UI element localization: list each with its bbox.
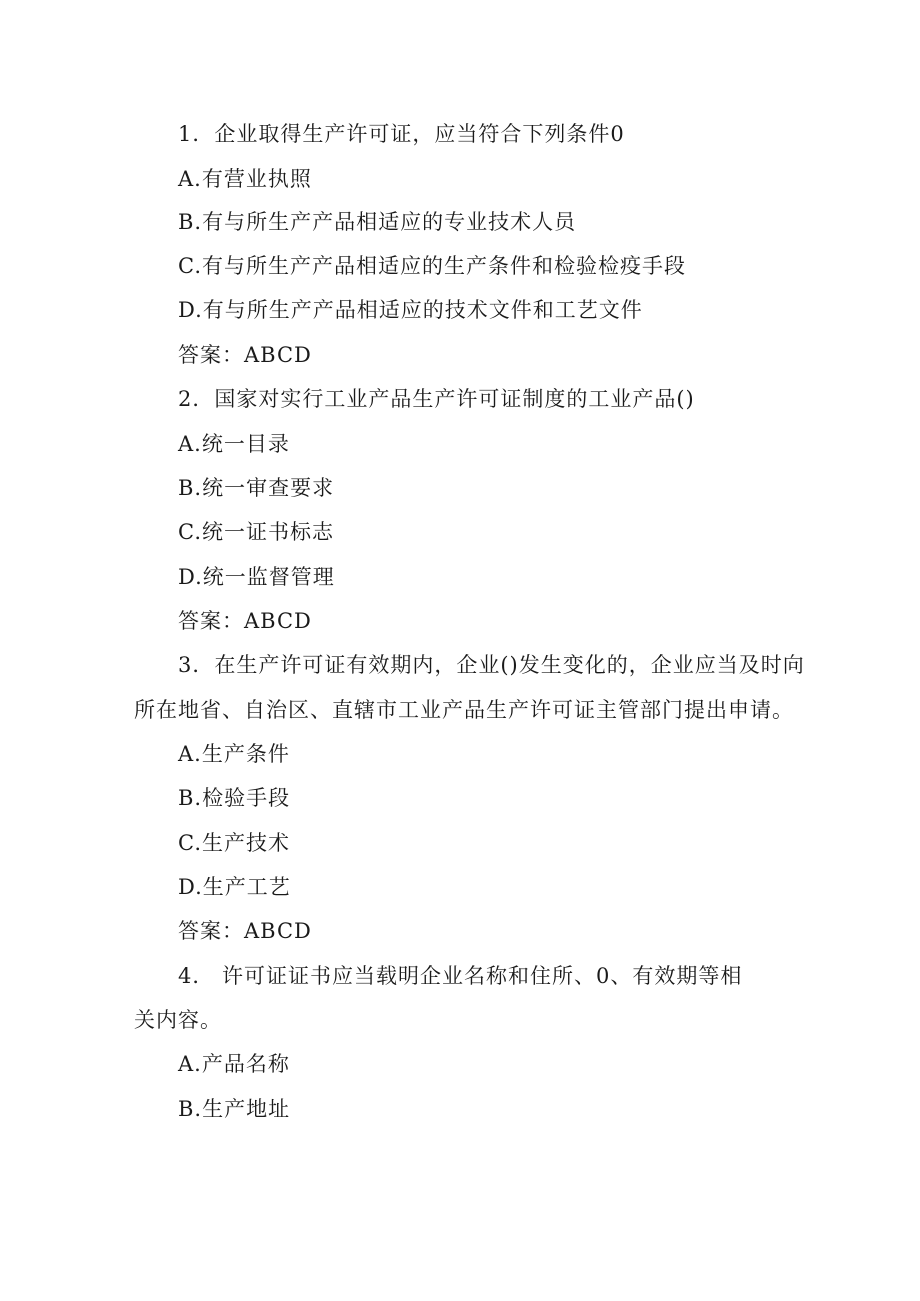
question-1-option-d: D.有与所生产产品相适应的技术文件和工艺文件 bbox=[178, 298, 643, 322]
question-1-answer: 答案：ABCD bbox=[178, 343, 312, 367]
question-1-option-a: A.有营业执照 bbox=[178, 167, 312, 191]
question-1-option-c: C.有与所生产产品相适应的生产条件和检验检疫手段 bbox=[178, 254, 686, 278]
question-4-stem-line2: 关内容。 bbox=[134, 1008, 222, 1032]
question-3-stem-line2: 所在地省、自治区、直辖市工业产品生产许可证主管部门提出申请。 bbox=[134, 698, 794, 722]
question-3-answer: 答案：ABCD bbox=[178, 919, 312, 943]
question-1-option-b: B.有与所生产产品相适应的专业技术人员 bbox=[178, 210, 577, 234]
question-3-option-d: D.生产工艺 bbox=[178, 875, 291, 899]
question-3-option-a: A.生产条件 bbox=[178, 742, 290, 766]
question-2-option-a: A.统一目录 bbox=[178, 432, 290, 456]
question-3-stem-line1: 3．在生产许可证有效期内，企业()发生变化的，企业应当及时向 bbox=[178, 653, 805, 677]
question-4-stem-line1: 4． 许可证证书应当载明企业名称和住所、0、有效期等相 bbox=[178, 964, 743, 988]
question-3-option-c: C.生产技术 bbox=[178, 831, 290, 855]
question-2-answer: 答案：ABCD bbox=[178, 609, 312, 633]
question-3-option-b: B.检验手段 bbox=[178, 786, 291, 810]
question-2-option-b: B.统一审查要求 bbox=[178, 476, 335, 500]
question-2-option-d: D.统一监督管理 bbox=[178, 565, 335, 589]
question-4-option-b: B.生产地址 bbox=[178, 1097, 291, 1121]
question-4-option-a: A.产品名称 bbox=[178, 1052, 290, 1076]
question-2-stem: 2．国家对实行工业产品生产许可证制度的工业产品() bbox=[178, 387, 695, 411]
question-2-option-c: C.统一证书标志 bbox=[178, 520, 334, 544]
question-1-stem: 1．企业取得生产许可证，应当符合下列条件0 bbox=[178, 122, 625, 146]
